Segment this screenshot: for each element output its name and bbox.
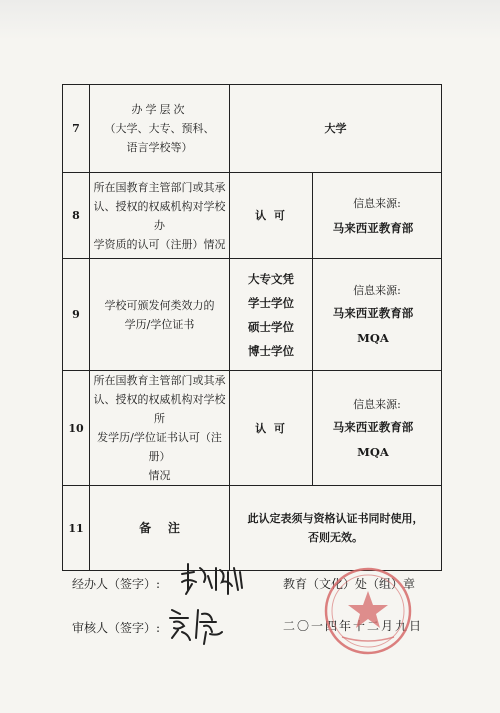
item-label [90, 173, 230, 259]
degree-item: 博士学位 [248, 343, 294, 358]
item-line: 所在国教育主管部门或其承 [93, 374, 226, 387]
item-line: 备 注 [139, 520, 180, 535]
degree-list [230, 259, 313, 371]
source-value: 马来西亚教育部 [332, 419, 414, 434]
info-source [313, 371, 442, 486]
info-source [313, 259, 442, 371]
item-line: 办学层次 [131, 103, 188, 116]
item-line: 认、授权的权威机构对学校所 [93, 393, 226, 425]
row-number: 7 [63, 85, 90, 173]
official-seal [320, 565, 430, 660]
source-label: 信息来源: [353, 397, 401, 411]
item-line: 所在国教育主管部门或其承 [93, 180, 226, 194]
remark-line: 否则无效。 [308, 531, 363, 544]
issue-date: 二〇一四年十二月九日 [283, 619, 424, 633]
office-stamp-label: 教育（文化）处（组）章 [283, 577, 416, 591]
item-line: 语言学校等） [126, 141, 193, 154]
table-row [63, 85, 442, 173]
handler-label: 经办人（签字）: [72, 577, 161, 591]
degree-item: 大专文凭 [248, 271, 294, 286]
item-line: （大学、大专、预科、 [104, 122, 215, 135]
item-line: 认、授权的权威机构对学校办 [93, 199, 226, 232]
table-row [63, 486, 442, 571]
reviewer-signature [166, 604, 236, 646]
item-label [90, 371, 230, 486]
table-row [63, 371, 442, 486]
item-line: 学校可颁发何类效力的 [104, 298, 215, 312]
reviewer-label: 审核人（签字）: [72, 621, 161, 635]
row-number: 10 [63, 371, 90, 486]
item-value: 认 可 [230, 371, 313, 486]
row-number: 9 [63, 259, 90, 371]
source-label: 信息来源: [353, 284, 401, 297]
item-label [90, 486, 230, 571]
source-value: MQA [357, 444, 389, 459]
item-label [90, 259, 230, 371]
remark-text [230, 486, 442, 571]
source-label: 信息来源: [353, 196, 401, 210]
table-row [63, 259, 442, 371]
certification-table [62, 84, 442, 571]
item-line: 情况 [148, 469, 171, 482]
info-source [313, 173, 442, 259]
source-value: MQA [357, 331, 389, 345]
degree-item: 学士学位 [248, 295, 294, 310]
item-line: 学资质的认可（注册）情况 [93, 237, 226, 251]
source-value: 马来西亚教育部 [332, 220, 414, 235]
source-value: 马来西亚教育部 [332, 306, 414, 320]
table-row [63, 173, 442, 259]
remark-line: 此认定表须与资格认证书同时使用， [247, 512, 424, 525]
item-value: 认 可 [230, 173, 313, 259]
handler-signature [178, 560, 248, 600]
row-number: 8 [63, 173, 90, 259]
item-value: 大学 [230, 85, 442, 173]
item-label [90, 85, 230, 173]
degree-item: 硕士学位 [248, 319, 294, 334]
item-line: 发学历/学位证书认可（注册） [97, 431, 222, 463]
row-number: 11 [63, 486, 90, 571]
item-line: 学历/学位证书 [124, 317, 195, 331]
